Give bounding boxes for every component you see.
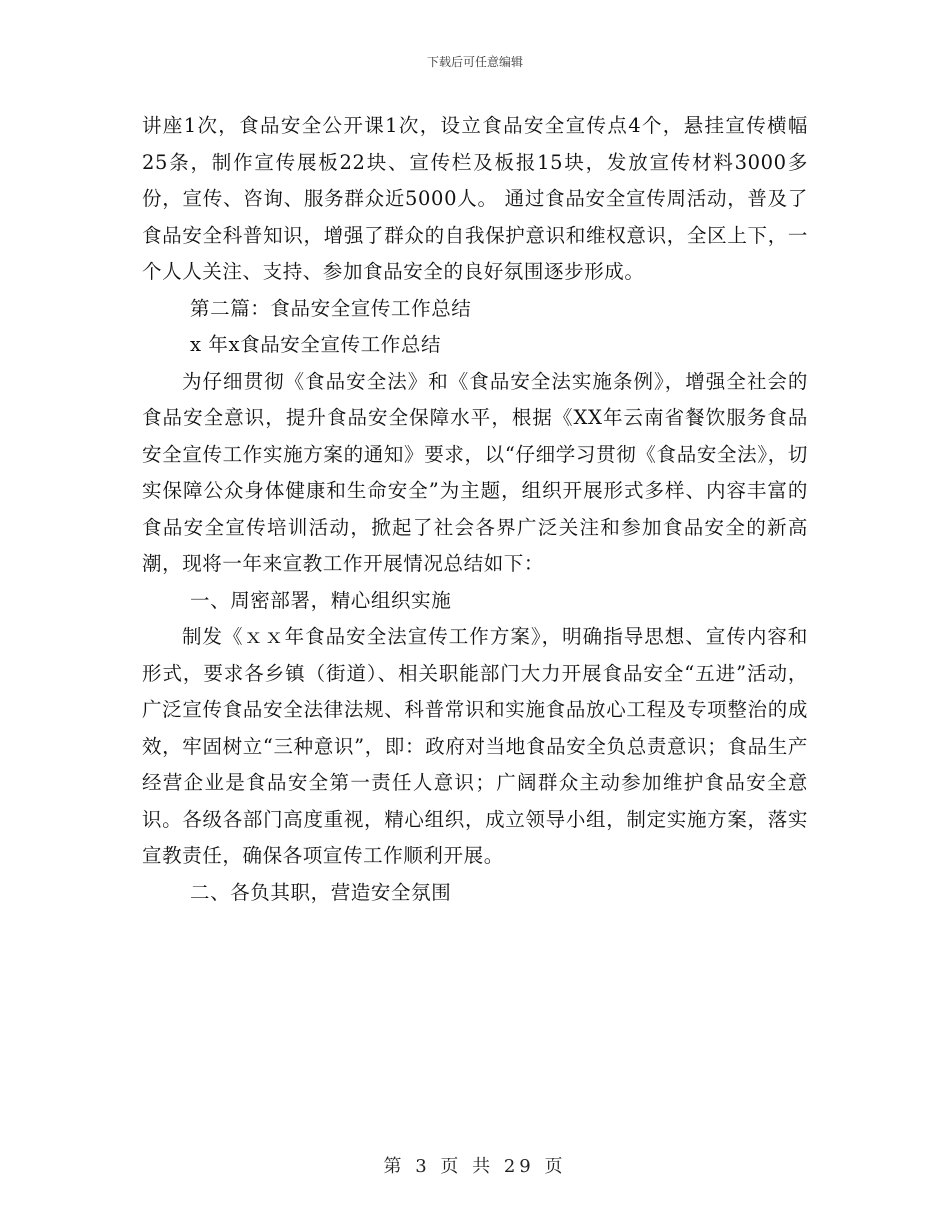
document-subtitle: x 年x食品安全宣传工作总结 bbox=[190, 333, 442, 356]
page-header: 下载后可任意编辑 bbox=[426, 55, 523, 69]
paragraph-intro: 为仔细贯彻《食品安全法》和《食品安全法实施条例》，增强全社会的食品安全意识，提升食品安全保障水平，根据《XX年云南省餐饮服务食品安全宣传工作实施方案的通知》要求，以“仔细学习贯彻《食品安全法》，切实保障公众身体健康和生命安全”为主题，组织开展形式多样、内容丰富的食品安全宣传培训活动，掀起了社会各界广泛关注和参加食品安全的新高潮，现将一年来宣教工作开展情况总结如下： bbox=[142, 369, 808, 575]
section-heading-part-two: 第二篇：食品安全宣传工作总结 bbox=[190, 296, 472, 320]
section-heading-one: 一、周密部署，精心组织实施 bbox=[190, 588, 452, 612]
paragraph-section-one: 制发《ｘｘ年食品安全法宣传工作方案》，明确指导思想、宣传内容和形式，要求各乡镇（街道）、相关职能部门大力开展食品安全“五进”活动，广泛宣传食品安全法律法规、科普常识和实施食品放心工程及专项整治的成效，牢固树立“三种意识”，即：政府对当地食品安全负总责意识；食品生产经营企业是食品安全第一责任人意识；广阔群众主动参加维护食品安全意识。各级各部门高度重视，精心组织，成立领导小组，制定实施方案，落实宣教责任，确保各项宣传工作顺利开展。 bbox=[142, 625, 808, 867]
paragraph-continuation: 讲座1次，食品安全公开课1次，设立食品安全宣传点4个，悬挂宣传横幅25条，制作宣传展板22块、宣传栏及板报15块，发放宣传材料3000多份，宣传、咨询、服务群众近5000人。 通过食品安全宣传周活动，普及了食品安全科普知识，增强了群众的自我保护意识和维权意识，全区上下，一个人人关注、支持、参加食品安全的良好氛围逐步形成。 bbox=[142, 114, 808, 283]
section-heading-two: 二、各负其职，营造安全氛围 bbox=[190, 880, 452, 904]
document-body bbox=[142, 108, 808, 911]
page-footer: 第 3 页 共 29 页 bbox=[383, 1156, 567, 1177]
